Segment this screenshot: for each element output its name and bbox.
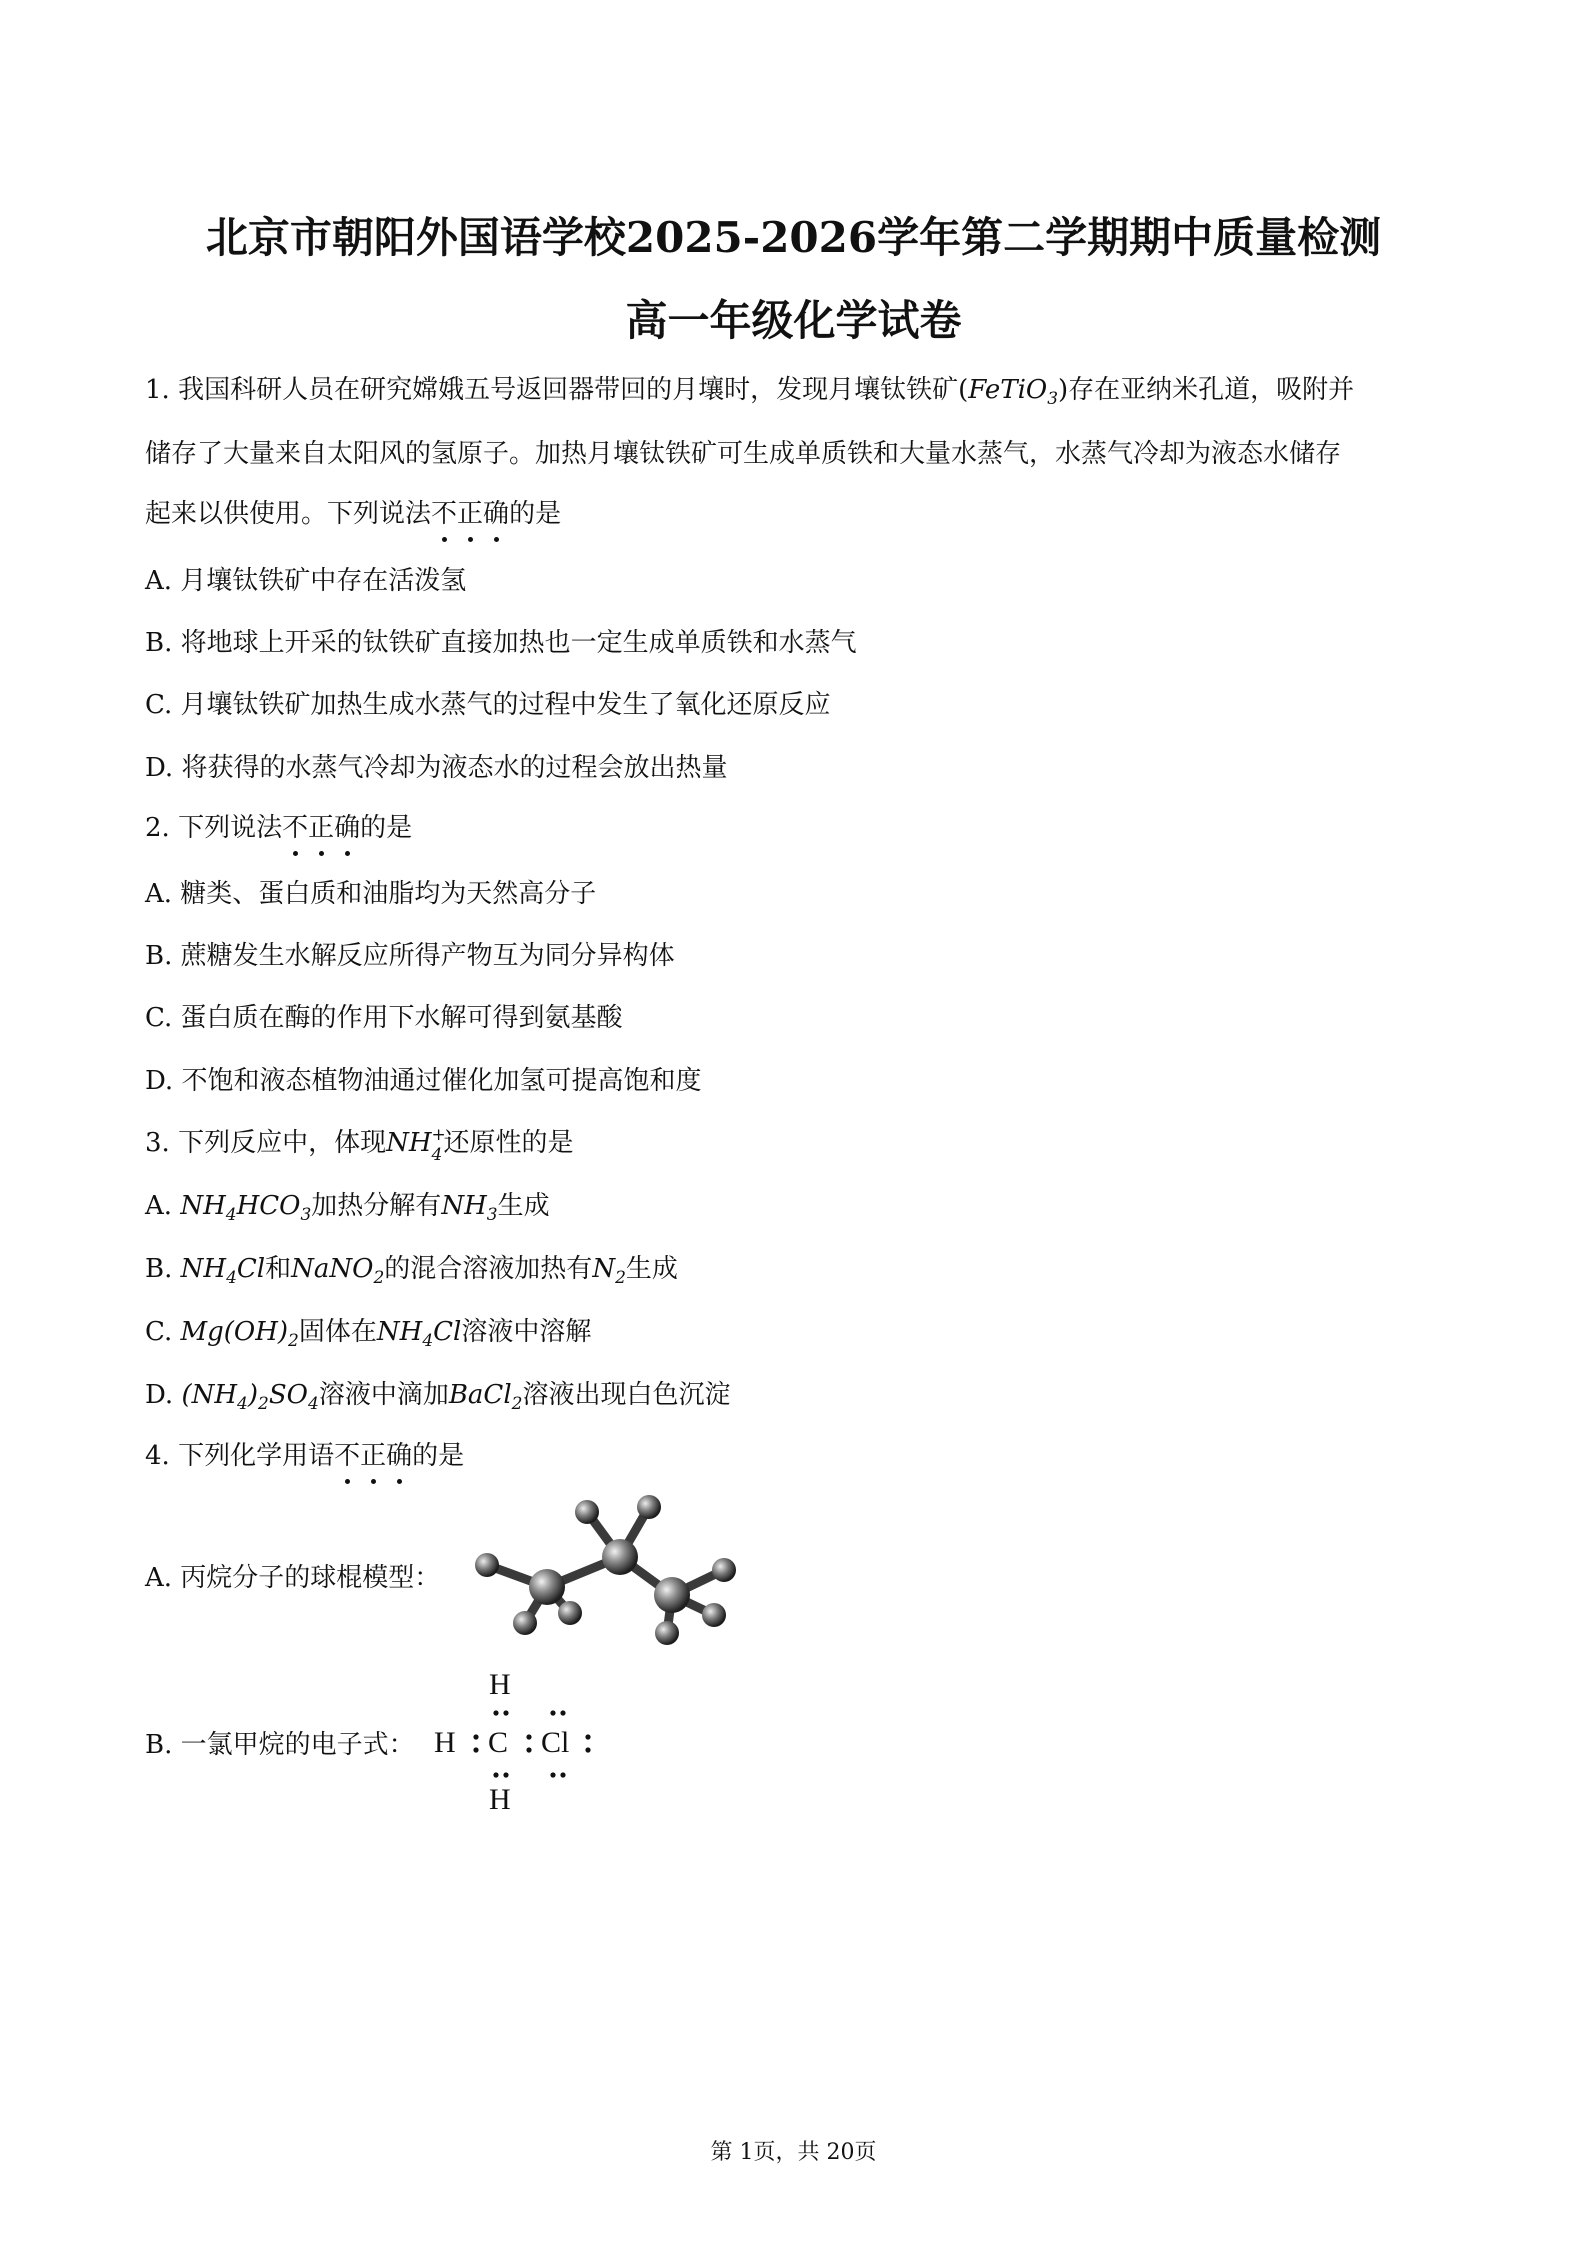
q1-option-a: A. 月壤钛铁矿中存在活泼氢 <box>145 566 467 596</box>
q4-option-a: A. 丙烷分子的球棍模型： <box>145 1563 441 1593</box>
electron-dots <box>432 1668 612 1818</box>
hydrogen-atom <box>558 1601 582 1625</box>
page-footer: 第 1页，共 20页 <box>710 2140 877 2165</box>
q1-option-c: C. 月壤钛铁矿加热生成水蒸气的过程中发生了氧化还原反应 <box>145 690 831 720</box>
emphasis-char: 确 <box>386 1438 412 1474</box>
emphasis-char: 确 <box>334 810 360 846</box>
q4-stem: 4. 下列化学用语不正确的是 <box>145 1438 464 1474</box>
atom-h-top: H <box>489 1668 511 1701</box>
q1-option-d: D. 将获得的水蒸气冷却为液态水的过程会放出热量 <box>145 753 728 783</box>
atom-h-bottom: H <box>489 1783 511 1816</box>
emphasis-char: 确 <box>483 496 509 532</box>
emphasis-char: 正 <box>457 496 483 532</box>
hydrogen-atom <box>475 1553 499 1577</box>
q2-option-b: B. 蔗糖发生水解反应所得产物互为同分异构体 <box>145 941 675 971</box>
q4-option-b: B. 一氯甲烷的电子式： <box>145 1730 415 1760</box>
q2-stem: 2. 下列说法不正确的是 <box>145 810 412 846</box>
page-subtitle: 高一年级化学试卷 <box>625 296 962 345</box>
hydrogen-atom <box>655 1621 679 1645</box>
q2-option-d: D. 不饱和液态植物油通过催化加氢可提高饱和度 <box>145 1066 702 1096</box>
q2-option-a: A. 糖类、蛋白质和油脂均为天然高分子 <box>145 879 597 909</box>
q1-line1: 1. 我国科研人员在研究嫦娥五号返回器带回的月壤时，发现月壤钛铁矿(FeTiO$_3$)存在亚纳米孔道，吸附并 <box>145 375 1355 410</box>
atom-h-left: H <box>434 1726 456 1759</box>
q1-option-b: B. 将地球上开采的钛铁矿直接加热也一定生成单质铁和水蒸气 <box>145 628 857 658</box>
carbon-atom <box>529 1569 565 1605</box>
hydrogen-atom <box>575 1500 599 1524</box>
emphasis-char: 正 <box>308 810 334 846</box>
hydrogen-atom <box>637 1495 661 1519</box>
q3-option-b: B. $NH_4Cl$和NaNO$_2$的混合溶液加热有$N_2$生成 <box>145 1254 678 1289</box>
carbon-atom <box>654 1577 690 1613</box>
q1-line2: 储存了大量来自太阳风的氢原子。加热月壤钛铁矿可生成单质铁和大量水蒸气，水蒸气冷却为液态水储存 <box>145 439 1342 469</box>
propane-ball-stick-model <box>462 1495 742 1655</box>
emphasis-char: 不 <box>431 496 457 532</box>
emphasis-char: 不 <box>282 810 308 846</box>
emphasis-char: 不 <box>334 1438 360 1474</box>
page-title: 北京市朝阳外国语学校2025-2026学年第二学期期中质量检测 <box>205 213 1382 262</box>
q2-option-c: C. 蛋白质在酶的作用下水解可得到氨基酸 <box>145 1003 623 1033</box>
hydrogen-atom <box>513 1611 537 1635</box>
chloromethane-electron-formula <box>432 1668 612 1818</box>
hydrogen-atom <box>702 1603 726 1627</box>
hydrogen-atom <box>712 1558 736 1582</box>
q1-line3: 起来以供使用。下列说法不正确的是 <box>145 496 561 532</box>
q3-stem: 3. 下列反应中，体现NH + 4 还原性的是 <box>145 1125 574 1165</box>
atom-cl: Cl <box>541 1726 570 1759</box>
emphasis-char: 正 <box>360 1438 386 1474</box>
q3-option-d: D. $(NH_4)_2SO_4$溶液中滴加BaCl$_2$溶液出现白色沉淀 <box>145 1380 731 1415</box>
carbon-atom <box>602 1539 638 1575</box>
q3-option-a: A. $NH_4HCO_3$加热分解有$NH_3$生成 <box>145 1191 550 1226</box>
q3-option-c: C. $Mg(OH)_2$固体在$NH_4Cl$溶液中溶解 <box>145 1317 592 1352</box>
atom-c: C <box>488 1726 509 1759</box>
